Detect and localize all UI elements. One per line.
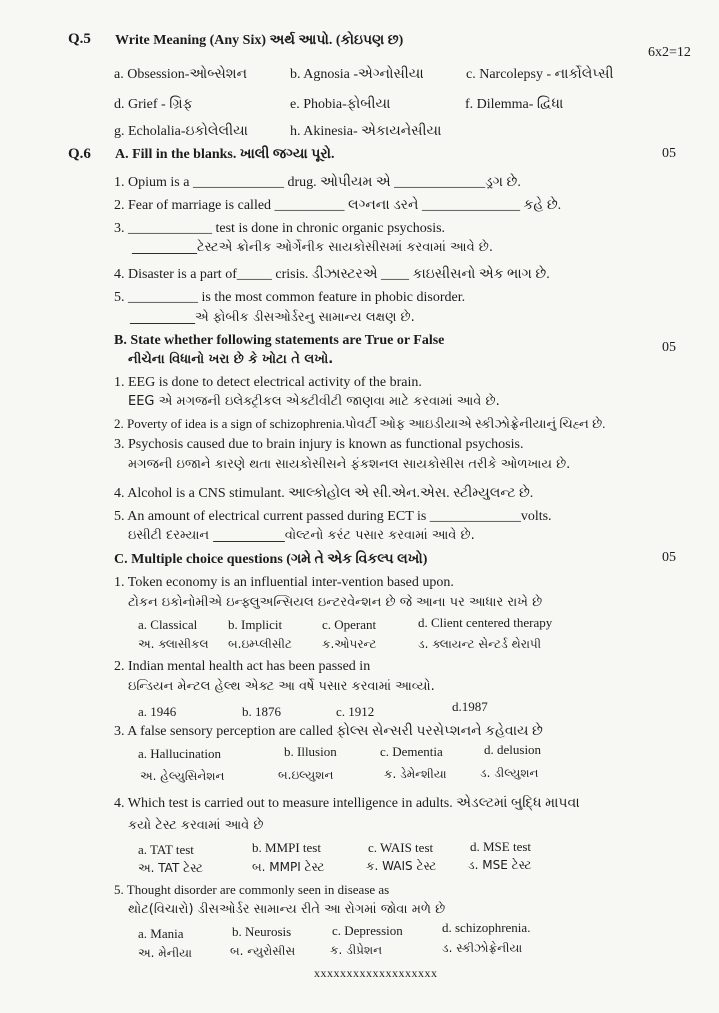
q6c-marks: 05	[662, 550, 676, 565]
true-false-line: 2. Poverty of idea is a sign of schizophrenia.પોવર્ટી ઓફ આઇડીયાએ સ્કીઝોફ્રેનીયાનું ચિહ્ન છે.	[114, 416, 606, 431]
mcq-option-gujarati: અ. મેનીયા	[138, 946, 192, 960]
q5-item: c. Narcolepsy - નાર્કોલેપ્સી	[466, 67, 614, 82]
mcq-option-gujarati: ડ. ડીલ્યુશન	[480, 766, 539, 780]
fill-blank-line: 2. Fear of marriage is called __________ લગ્નના ડરને ______________ કહે છે.	[114, 198, 562, 213]
q5-number: Q.5	[68, 31, 91, 47]
mcq-option: d.1987	[452, 699, 488, 714]
q5-item: b. Agnosia -એગ્નોસીયા	[290, 67, 424, 82]
mcq-option: c. Dementia	[380, 744, 443, 759]
true-false-line: 1. EEG is done to detect electrical activity of the brain.	[114, 375, 422, 390]
mcq-option: a. Classical	[138, 617, 198, 632]
mcq-option-gujarati: ડ. MSE ટેસ્ટ	[468, 858, 532, 872]
mcq-option: d. schizophrenia.	[442, 920, 531, 935]
mcq-option: b. MMPI test	[252, 840, 321, 855]
q5-item: h. Akinesia- એકાયનેસીયા	[290, 124, 442, 139]
q6a-title: A. Fill in the blanks. ખાલી જગ્યા પૂરો.	[115, 147, 335, 162]
mcq-option: c. WAIS test	[368, 840, 434, 855]
true-false-line: ઇસીટી દરમ્યાન ___________વોલ્ટનો કરંટ પસાર કરવામાં આવે છે.	[128, 528, 475, 543]
mcq-option-gujarati: અ. ક્લાસીકલ	[138, 637, 209, 651]
q6-number: Q.6	[68, 146, 91, 162]
q5-item: g. Echolalia-ઇકોલેલીયા	[114, 124, 248, 139]
mcq-question: 3. A false sensory perception are called ફોલ્સ સેન્સરી પરસેપ્શનને કહેવાય છે	[114, 724, 543, 739]
q5-item: a. Obsession-ઓબ્સેશન	[114, 67, 248, 82]
mcq-question: 4. Which test is carried out to measure intelligence in adults. એડલ્ટમાં બુદ્ધિ માપવા	[114, 796, 580, 811]
q5-item: f. Dilemma- દ્વિધા	[465, 97, 564, 112]
fill-blank-line: __________ટેસ્ટએ ક્રોનીક ઓર્ગેનીક સાયકોસીસમાં કરવામાં આવે છે.	[132, 240, 493, 255]
mcq-option-gujarati: ક. ડેમેન્શીયા	[384, 767, 447, 781]
mcq-question: 5. Thought disorder are commonly seen in disease as	[114, 882, 390, 897]
mcq-option-gujarati: ડ. ક્લાયન્ટ સેન્ટર્ડ થેરાપી	[418, 637, 542, 651]
true-false-line: 3. Psychosis caused due to brain injury is known as functional psychosis.	[114, 437, 524, 452]
fill-blank-line: __________એ ફોબીક ડીસઓર્ડરનુ સામાન્ય લક્ષણ છે.	[130, 310, 415, 325]
q5-title: Write Meaning (Any Six) અર્થ આપો. (કોઇપણ છ)	[115, 33, 404, 48]
true-false-line: 4. Alcohol is a CNS stimulant. આલ્કોહોલ એ સી.એન.એસ. સ્ટીમ્યુલન્ટ છે.	[114, 486, 534, 501]
mcq-question-gujarati: ટોકન ઇકોનોમીએ ઇન્ફ્લુઅન્સિયલ ઇન્ટરવેન્શન છે જે આના પર આધાર રાખે છે	[128, 595, 543, 610]
mcq-option-gujarati: બ.ઇલ્યુશન	[278, 768, 334, 782]
mcq-question-gujarati: ઇન્ડિયન મેન્ટલ હેલ્થ એક્ટ આ વર્ષે પસાર કરવામાં આવ્યો.	[128, 679, 435, 694]
fill-blank-line: 5. __________ is the most common feature in phobic disorder.	[114, 290, 466, 305]
q6b-title: B. State whether following statements are True or False	[114, 333, 445, 348]
mcq-question-gujarati: થોટ(વિચારો) ડીસઓર્ડર સામાન્ય રીતે આ રોગમાં જોવા મળે છે	[128, 902, 446, 917]
mcq-option-gujarati: અ. TAT ટેસ્ટ	[138, 861, 204, 875]
mcq-option: d. Client centered therapy	[418, 615, 553, 630]
q6c-title: C. Multiple choice questions (ગમે તે એક વિકલ્પ લખો)	[114, 552, 428, 567]
true-false-line: મગજની ઇજાને કારણે થતા સાયકોસીસને ફંકશનલ સાયકોસીસ તરીકે ઓળખાય છે.	[128, 457, 571, 472]
mcq-option-gujarati: ડ. સ્કીઝોફ્રેનીયા	[442, 941, 523, 955]
mcq-option-gujarati: ક. ડીપ્રેશન	[330, 943, 383, 957]
mcq-option: c. 1912	[336, 704, 375, 719]
mcq-option: a. Mania	[138, 926, 184, 941]
mcq-option: d. MSE test	[470, 839, 532, 854]
mcq-option-gujarati: અ. હેલ્યુસિનેશન	[140, 769, 225, 783]
mcq-question: 1. Token economy is an influential inter-vention based upon.	[114, 575, 454, 590]
mcq-option: a. Hallucination	[138, 746, 222, 761]
mcq-question-gujarati: કયો ટેસ્ટ કરવામાં આવે છે	[128, 818, 264, 833]
fill-blank-line: 3. ____________ test is done in chronic organic psychosis.	[114, 221, 446, 236]
mcq-option: b. Illusion	[284, 744, 337, 759]
q6b-marks: 05	[662, 340, 676, 355]
mcq-option-gujarati: ક.ઓપરન્ટ	[322, 637, 377, 651]
q5-marks: 6x2=12	[648, 45, 691, 60]
mcq-option: b. Neurosis	[232, 924, 292, 939]
true-false-line: EEG એ મગજની ઇલેક્ટ્રીકલ એક્ટીવીટી જાણવા માટે કરવામાં આવે છે.	[128, 394, 500, 409]
q5-item: e. Phobia-ફોબીયા	[290, 97, 391, 112]
mcq-option: c. Operant	[322, 617, 377, 632]
mcq-option-gujarati: બ. ન્યુરોસીસ	[230, 944, 296, 958]
q6b-subtitle: નીચેના વિધાનો ખરા છે કે ખોટા તે લખો.	[128, 352, 334, 367]
q5-item: d. Grief - ગ્રિફ	[114, 97, 193, 112]
fill-blank-line: 4. Disaster is a part of_____ crisis. ડીઝાસ્ટરએ ____ કાઇસીસનો એક ભાગ છે.	[114, 267, 550, 282]
q6a-marks: 05	[662, 146, 676, 161]
mcq-option: b. Implicit	[228, 617, 283, 632]
true-false-line: 5. An amount of electrical current passed during ECT is _____________volts.	[114, 509, 552, 524]
mcq-option: d. delusion	[484, 742, 542, 757]
mcq-option-gujarati: બ.ઇમ્પ્લીસીટ	[228, 637, 292, 651]
fill-blank-line: 1. Opium is a _____________ drug. ઓપીયમ એ _____________ડ્રગ છે.	[114, 175, 521, 190]
mcq-option-gujarati: ક. WAIS ટેસ્ટ	[366, 859, 437, 873]
mcq-option-gujarati: બ. MMPI ટેસ્ટ	[252, 860, 325, 874]
mcq-option: a. 1946	[138, 704, 177, 719]
end-of-paper-marker: xxxxxxxxxxxxxxxxxxx	[314, 966, 438, 980]
mcq-option: a. TAT test	[138, 842, 194, 857]
mcq-option: c. Depression	[332, 923, 403, 938]
mcq-option: b. 1876	[242, 704, 281, 719]
mcq-question: 2. Indian mental health act has been passed in	[114, 659, 371, 674]
